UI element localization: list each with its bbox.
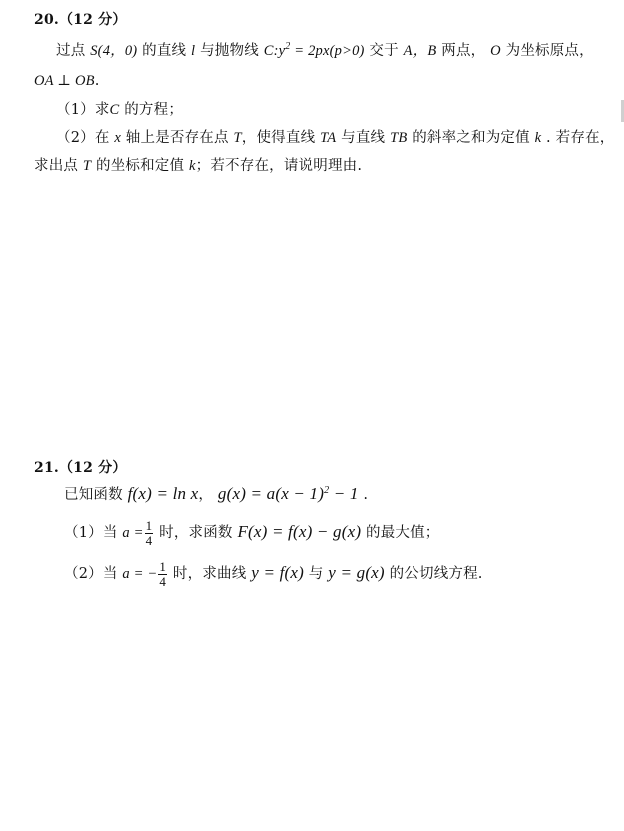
q20-part1	[56, 100, 183, 120]
q20-point-s: S(4，0)	[90, 43, 138, 59]
q21-part2-fraction: $\frac{1}{4}$	[159, 558, 167, 589]
q21-part1-fraction: $\frac{1}{4}$	[145, 517, 153, 548]
q21-stem	[64, 484, 368, 505]
q21-stem-text: 已知函数	[64, 487, 128, 503]
q20-origin-o: O	[490, 43, 501, 59]
q21-part1-text: 的最大值；	[361, 525, 440, 541]
q20-part2-text: . 若存在，	[541, 130, 615, 146]
q20-part2-math: k	[189, 158, 196, 174]
q20-part2-text: 的坐标和定值	[91, 158, 190, 174]
q21-part2-text: 的公切线方程.	[384, 566, 483, 582]
q20-part2-math: k	[534, 130, 542, 146]
q21-header: 21.（12 分）	[34, 460, 127, 476]
q21-stem-text: ，	[198, 487, 218, 503]
q20-stem-text: 与抛物线	[195, 43, 264, 59]
q21-function-g: $g(x) = a(x - 1)^2 - 1$	[217, 484, 359, 503]
q21-part1-a-eq: a =	[122, 525, 144, 541]
q21-part1-function-F: F(x) = f(x) − g(x)	[237, 522, 362, 541]
q20-parabola-eq: $C:y^2 = 2px(p>0)$	[263, 41, 365, 59]
q20-part2-text: （2）在	[56, 130, 115, 146]
q20-part2-text: 与直线	[336, 130, 391, 146]
q20-stem-text: 的直线	[137, 43, 192, 59]
q21-stem-text: .	[358, 487, 369, 503]
q20-part2-line1	[56, 128, 614, 148]
q20-part2-math: T	[233, 130, 242, 146]
q20-part2-text: 求出点	[34, 158, 83, 174]
q20-stem-text: 交于	[364, 43, 404, 59]
q20-part2-text: ；若不存在，请说明理由.	[195, 158, 363, 174]
q20-stem-text: 为坐标原点，	[500, 43, 594, 59]
q20-part1-text: 的方程；	[119, 102, 184, 118]
q20-stem-text: 两点，	[436, 43, 491, 59]
q21-part2-text: （2）当	[64, 566, 123, 582]
q20-part2-text: ，使得直线	[241, 130, 321, 146]
q21-part1-text: 时，求函数	[154, 525, 238, 541]
q21-part2-curve-g: y = g(x)	[328, 563, 385, 582]
q21-function-f: f(x) = ln x	[127, 484, 199, 503]
q20-stem-line1	[56, 41, 594, 61]
q21-part1	[64, 516, 440, 549]
q20-perpendicular-condition: OA ⊥ OB	[34, 73, 95, 89]
q20-stem-line2	[34, 71, 100, 91]
q20-part2-math: TB	[390, 130, 408, 146]
q20-stem-text: 过点	[56, 43, 91, 59]
q20-header: 20.（12 分）	[34, 12, 127, 28]
q21-part1-text: （1）当	[64, 525, 123, 541]
q21-part2	[64, 557, 483, 590]
q20-part2-line2	[34, 156, 362, 176]
q20-part2-text: 的斜率之和为定值	[407, 130, 535, 146]
q20-part2-math: T	[82, 158, 92, 174]
q21-part2-text: 时，求曲线	[168, 566, 252, 582]
q20-part2-math: x	[114, 130, 121, 146]
q20-line-l: l	[191, 43, 196, 59]
q20-stem-text: .	[94, 73, 100, 89]
q20-part2-text: 轴上是否存在点	[120, 130, 234, 146]
q21-part2-text: 与	[303, 566, 329, 582]
q20-part2-math: TA	[320, 130, 337, 146]
q20-part1-text: （1）求	[56, 102, 110, 118]
q21-part2-curve-f: y = f(x)	[251, 563, 304, 582]
q21-part2-a-eq: a = −	[122, 566, 158, 582]
q20-points-ab: A，B	[403, 43, 437, 59]
q20-part1-math: C	[109, 102, 120, 118]
